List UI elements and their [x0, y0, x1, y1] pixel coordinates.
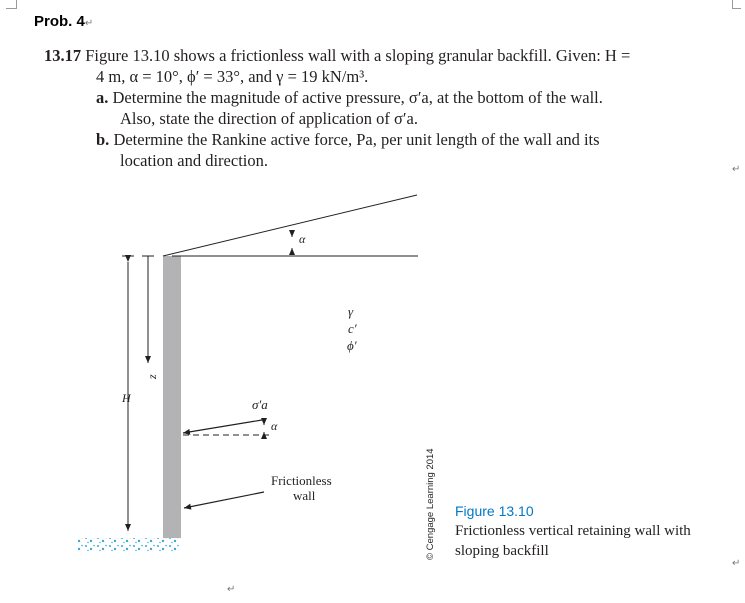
- cohesion-label: c′: [348, 321, 357, 336]
- part-b-text-1: Determine the Rankine active force, Pa, per unit length of the wall and its: [113, 130, 600, 149]
- h-label: H: [122, 391, 131, 405]
- z-label: z: [145, 374, 159, 379]
- friction-angle-label: ϕ′: [347, 338, 357, 353]
- part-a-label: a.: [96, 88, 109, 107]
- alpha-pressure-label: α: [271, 419, 278, 433]
- figure-caption-line-2: sloping backfill: [455, 543, 549, 559]
- sigma-a-label: σ′a: [252, 397, 268, 412]
- return-mark: ↵: [84, 18, 94, 29]
- return-mark: ↵: [732, 558, 741, 569]
- statement-text-2: 4 m, α = 10°, ϕ′ = 33°, and γ = 19 kN/m³.: [96, 67, 369, 86]
- active-pressure-arrow: [183, 420, 262, 433]
- part-b-label: b.: [96, 130, 110, 149]
- ground-gravel: [78, 538, 181, 552]
- problem-number: 13.17: [44, 46, 82, 65]
- frictionless-label-2: wall: [293, 488, 316, 503]
- frictionless-label-1: Frictionless: [271, 473, 332, 488]
- alpha-top-label: α: [299, 232, 306, 246]
- frictionless-leader-arrow: [184, 492, 264, 508]
- statement-text-1: Figure 13.10 shows a frictionless wall with a sloping granular backfill. Given: H =: [85, 46, 631, 65]
- sloping-backfill-line: [163, 195, 417, 256]
- retaining-wall: [163, 256, 181, 538]
- copyright-text: © Cengage Learning 2014: [425, 448, 436, 560]
- return-mark: ↵: [732, 164, 741, 175]
- part-a-text-1: Determine the magnitude of active pressure, σ′a, at the bottom of the wall.: [112, 88, 603, 107]
- figure-caption-title: Figure 13.10: [455, 503, 534, 519]
- return-mark: ↵: [227, 584, 236, 595]
- figure-caption-line-1: Frictionless vertical retaining wall with: [455, 523, 691, 539]
- problem-label-text: Prob. 4: [34, 13, 85, 30]
- part-b-text-2: location and direction.: [120, 151, 268, 170]
- gamma-label: γ: [348, 304, 354, 319]
- part-a-text-2: Also, state the direction of application of σ′a.: [120, 109, 418, 128]
